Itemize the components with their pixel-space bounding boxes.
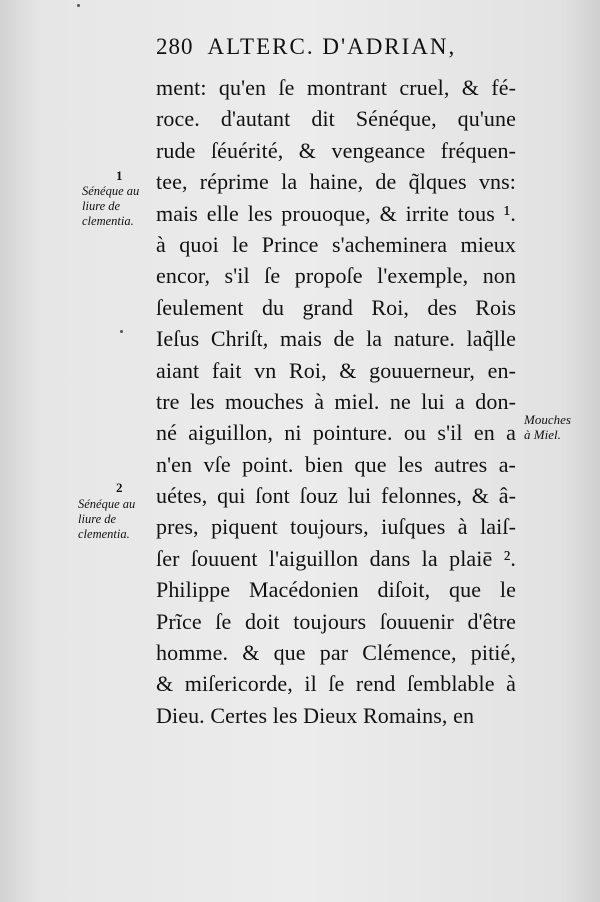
text-line: ſer ſouuent l'aiguillon dans la plaiē ². (156, 545, 516, 571)
margin-note (78, 497, 135, 542)
text-line: homme. & que par Clémence, pitié, (156, 640, 516, 666)
text-line: Prĩce ſe doit toujours ſouuenir d'être (156, 608, 516, 634)
margin-note-line: Sénéque au (78, 497, 136, 511)
margin-note-line: clementia. (82, 214, 134, 228)
margin-note-line: Sénéque au (82, 184, 140, 198)
text-line: Dieu. Certes les Dieux Romains, en (156, 702, 475, 728)
text-line: ſeulement du grand Roi, des Rois (156, 294, 516, 320)
margin-note-line: liure de (78, 512, 117, 526)
main-text-block (156, 72, 516, 731)
text-line: uétes, qui ſont ſouz lui felonnes, & â- (156, 483, 516, 509)
ink-speck (120, 330, 123, 333)
page-number: 280 (156, 34, 194, 59)
margin-note (524, 412, 571, 442)
margin-note (82, 184, 139, 229)
margin-note-line: clementia. (78, 527, 130, 541)
margin-note-line: liure de (82, 199, 121, 213)
text-line: n'en vſe point. bien que les autres a- (156, 451, 516, 477)
text-line: à quoi le Prince s'acheminera mieux (156, 231, 516, 257)
text-line: & miſericorde, il ſe rend ſemblable à (156, 671, 516, 697)
text-line: Ieſus Chriſt, mais de la nature. laq̃lle (156, 326, 516, 352)
text-line: Philippe Macédonien diſoit, que le (156, 577, 516, 603)
text-line: tre les mouches à miel. ne lui a don- (156, 388, 516, 414)
text-line: pres, piquent toujours, iuſques à laiſ- (156, 514, 516, 540)
running-header (156, 34, 526, 68)
note-number: 1 (116, 168, 123, 183)
text-line: roce. d'autant dit Sénéque, qu'une (156, 106, 516, 132)
text-line: tee, réprime la haine, de q̃lques vns: (156, 169, 516, 195)
text-line: ment: qu'en ſe montrant cruel, & fé- (156, 75, 516, 100)
ink-speck (77, 4, 80, 7)
text-line: mais elle les prouoque, & irrite tous ¹. (156, 200, 516, 226)
text-line: rude ſéuérité, & vengeance fréquen- (156, 137, 516, 163)
text-line: né aiguillon, ni pointure. ou s'il en a (156, 420, 516, 446)
margin-note-line: à Miel. (524, 427, 561, 442)
running-title: ALTERC. D'ADRIAN, (207, 34, 457, 59)
note-number: 2 (116, 480, 123, 495)
margin-note-line: Mouches (524, 412, 571, 427)
text-line: encor, s'il ſe propoſe l'exemple, non (156, 263, 516, 289)
text-line: aiant fait vn Roi, & gouuerneur, en- (156, 357, 516, 383)
